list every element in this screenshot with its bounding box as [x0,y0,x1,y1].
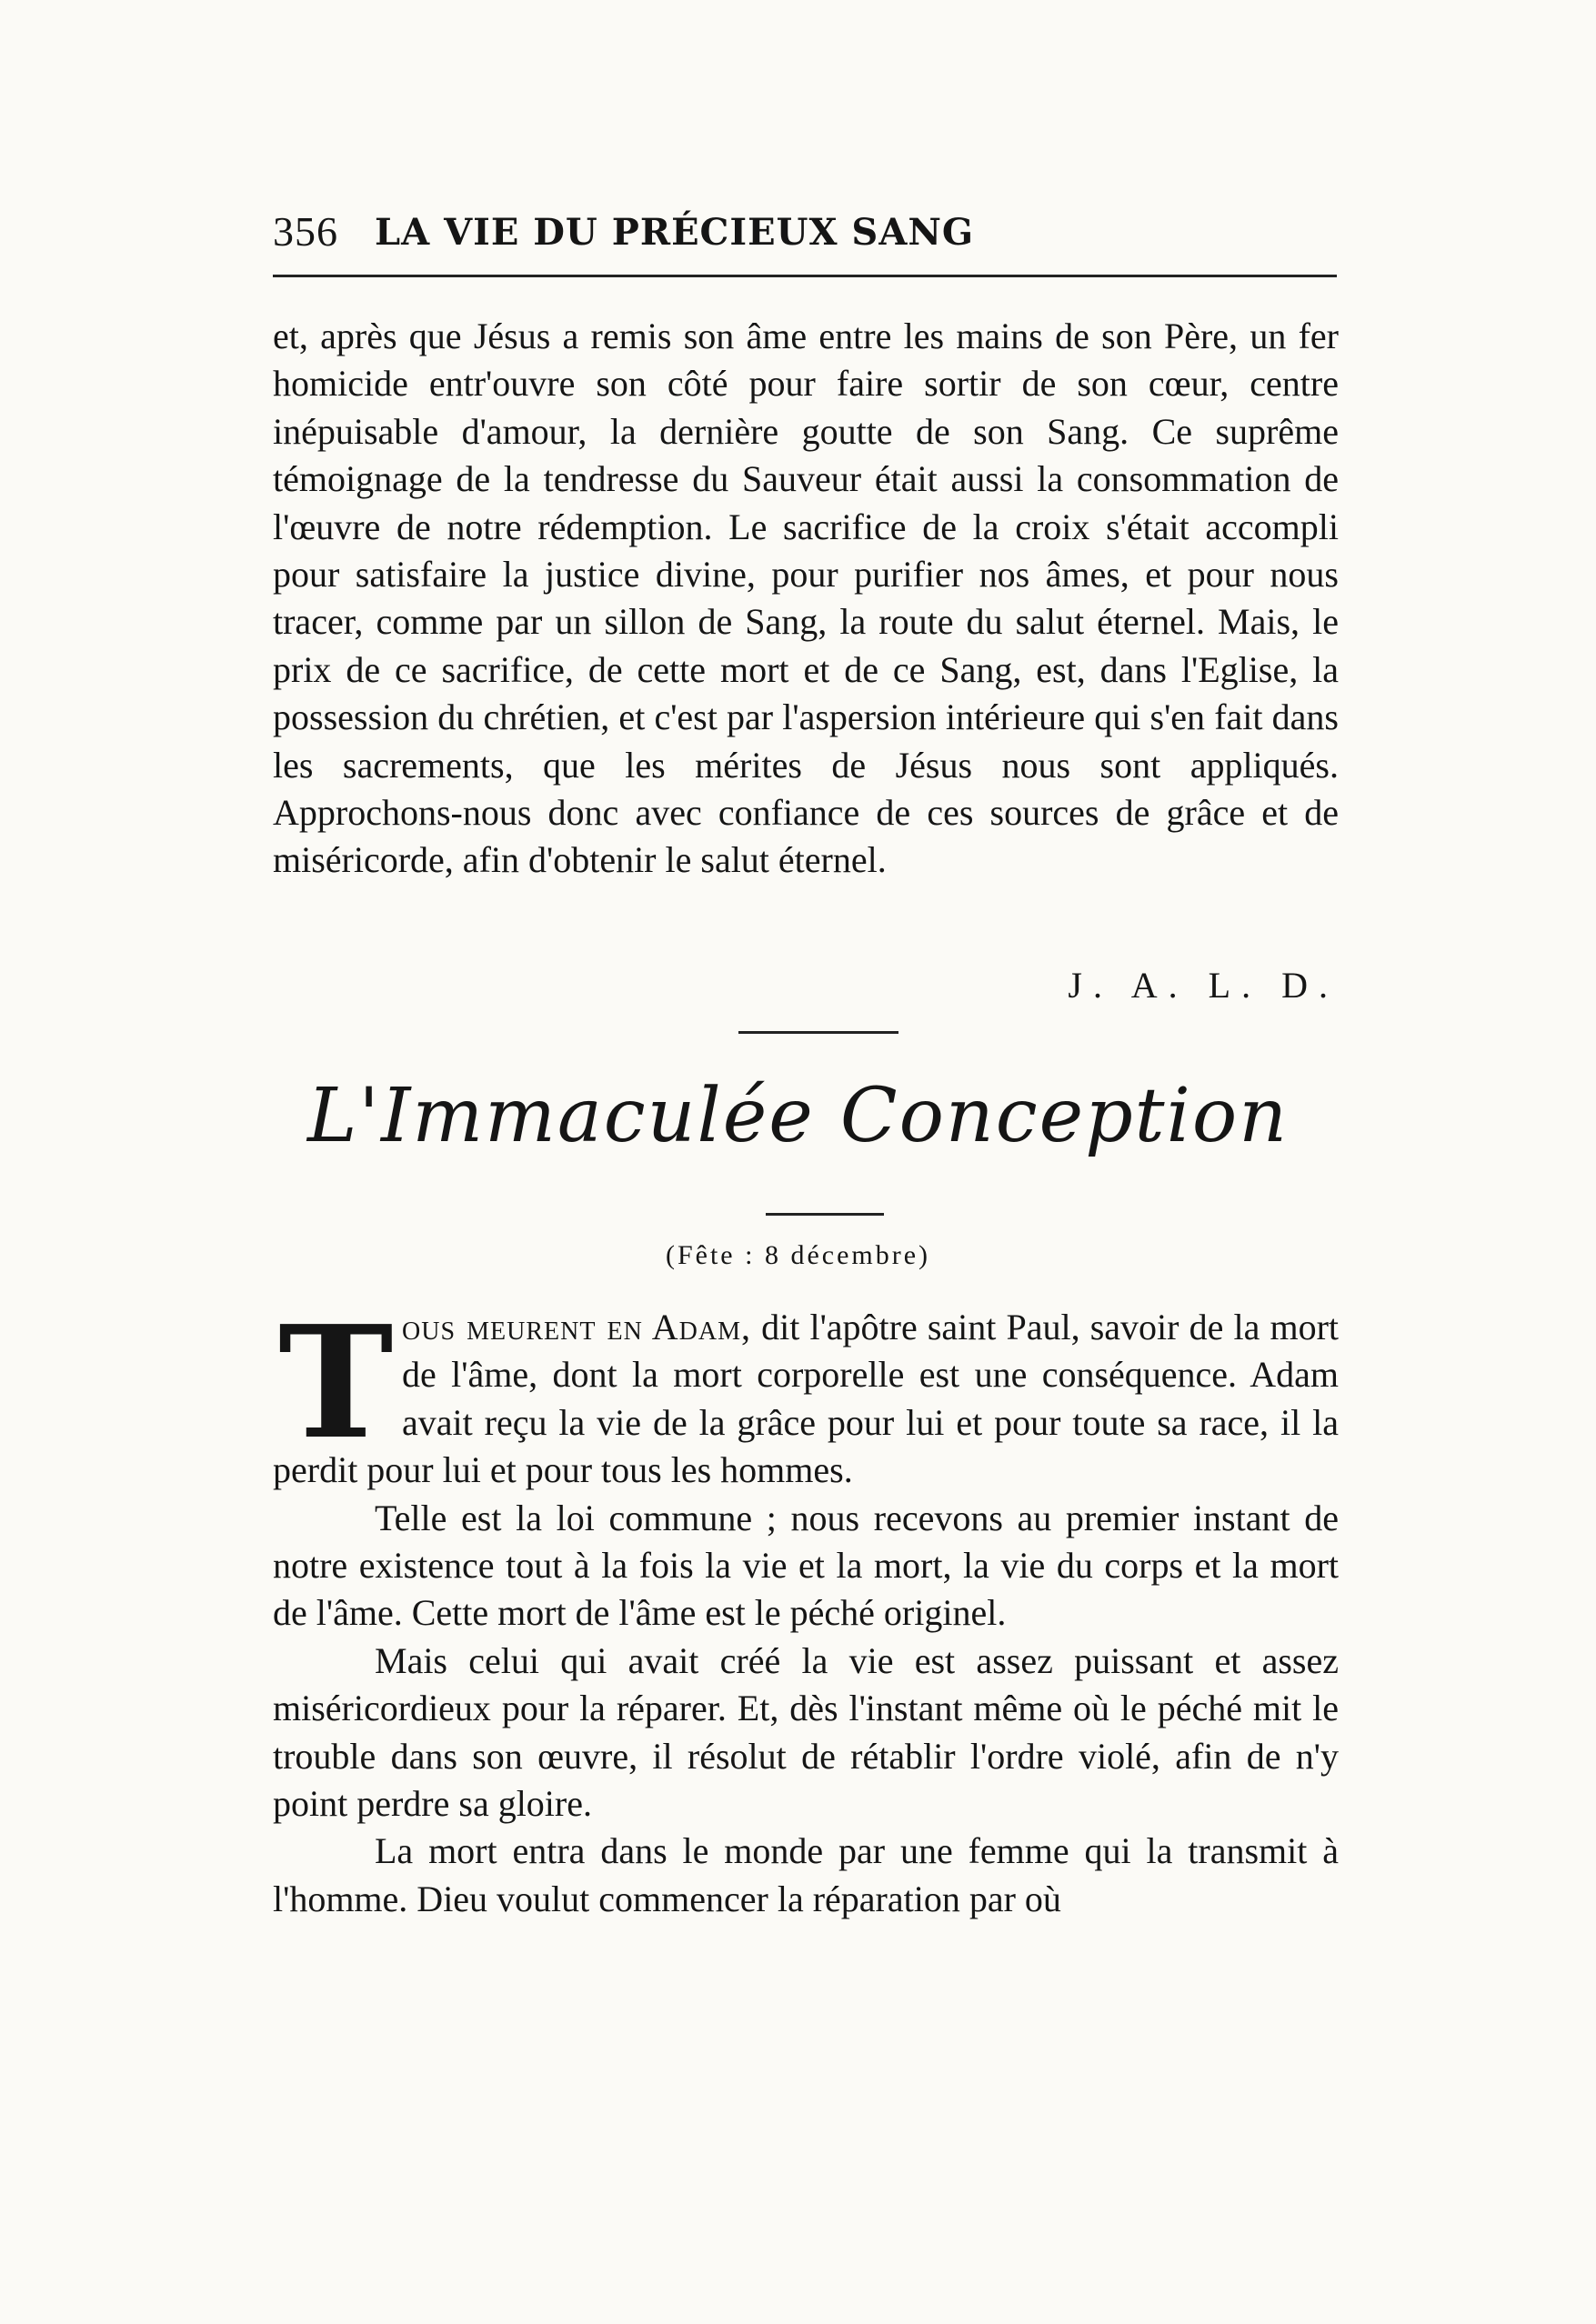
article-paragraph-3: Mais celui qui avait créé la vie est assez puissant et assez miséricordieux pour la réparer. Et, dès l'instant même où le péché mit le trouble dans son œuvre, il résolut de rétablir l'ordre violé, afin de n'y point perdre sa gloire. [273,1639,1339,1825]
article-paragraph-1 [273,1304,1339,1495]
page-number: 356 [273,208,338,255]
drop-cap-space [273,1304,402,1440]
header-rule [273,275,1337,277]
opening-words: ous meurent en Adam, [402,1307,752,1347]
title-underline [766,1213,884,1216]
article-paragraph-4: La mort entra dans le monde par une femme qui la transmit à l'homme. Dieu voulut commencer la réparation par où [273,1830,1339,1919]
author-signature: J. A. L. D. [1068,965,1339,1006]
running-head [273,200,1337,264]
previous-article-text: et, après que Jésus a remis son âme entre les mains de son Père, un fer homicide entr'ouvre son côté pour faire sortir de son cœur, centre inépuisable d'amour, la dernière goutte de son Sang. Ce suprême témoignage de la tendresse du Sauveur était aussi la consommation de l'œuvre de notre rédemption. Le sacrifice de la croix s'était accompli pour satisfaire la justice divine, pour purifier nos âmes, et pour nous tracer, comme par un sillon de Sang, la route du salut éternel. Mais, le prix de ce sacrifice, de cette mort et de ce Sang, est, dans l'Eglise, la possession du chrétien, et c'est par l'aspersion intérieure qui s'en fait dans les sacrements, que les mérites de Jésus nous sont appliqués. Approchons-nous donc avec confiance de ces sources de grâce et de miséricorde, afin d'obtenir le salut éternel. [273,316,1339,881]
drop-cap-letter: T [278,1292,394,1474]
paragraph-1-text: dit l'apôtre saint Paul, savoir de la mort de l'âme, dont la mort corporelle est une conséquence. Adam avait reçu la vie de la grâce pour lui et pour toute sa race, il la perdit pour lui et pour tous les hommes. [273,1307,1339,1491]
article-title: L'Immaculée Conception [306,1073,1290,1159]
running-title: LA VIE DU PRÉCIEUX SANG [375,211,975,254]
section-divider [738,1031,898,1034]
feast-date: (Fête : 8 décembre) [665,1240,931,1270]
article-body [273,1304,1339,1923]
article-paragraph-2: Telle est la loi commune ; nous recevons au premier instant de notre existence tout à la fois la vie et la mort, la vie du corps et la mort de l'âme. Cette mort de l'âme est le péché originel. [273,1497,1339,1634]
